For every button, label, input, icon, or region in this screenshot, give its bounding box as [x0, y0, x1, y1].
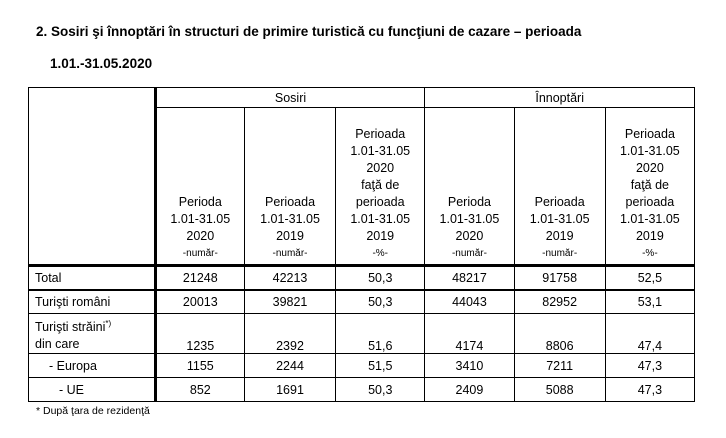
cell: 8806 [514, 314, 605, 354]
cell: 47,3 [605, 354, 694, 378]
title-line-2: 1.01.-31.05.2020 [50, 56, 153, 71]
row-label: - UE [29, 378, 156, 402]
cell: 20013 [155, 290, 244, 314]
cell: 53,1 [605, 290, 694, 314]
group-sosiri: Sosiri [155, 88, 425, 108]
cell: 3410 [425, 354, 514, 378]
cell: 2409 [425, 378, 514, 402]
col-header: Perioada 1.01-31.05 2020 faţă de perioada 1.01-31.05 2019 -%- [336, 108, 425, 266]
table-row [29, 266, 695, 290]
cell: 51,5 [336, 354, 425, 378]
title-line-1: 2. Sosiri şi înnoptări în structuri de primire turistică cu funcţiuni de cazare – perioada [36, 24, 582, 39]
col-header: Perioda 1.01-31.05 2020 -număr- [425, 108, 514, 266]
row-label: Total [29, 266, 156, 290]
cell: 5088 [514, 378, 605, 402]
statistics-table [28, 87, 695, 402]
cell: 1155 [155, 354, 244, 378]
cell: 39821 [244, 290, 335, 314]
cell: 47,3 [605, 378, 694, 402]
cell: 44043 [425, 290, 514, 314]
row-label: - Europa [29, 354, 156, 378]
group-innoptari: Înnoptări [425, 88, 695, 108]
cell: 42213 [244, 266, 335, 290]
col-header: Perioada 1.01-31.05 2019 -număr- [244, 108, 335, 266]
cell: 4174 [425, 314, 514, 354]
table-title [36, 22, 581, 74]
col-header: Perioada 1.01-31.05 2019 -număr- [514, 108, 605, 266]
cell: 852 [155, 378, 244, 402]
cell: 48217 [425, 266, 514, 290]
cell: 21248 [155, 266, 244, 290]
cell: 51,6 [336, 314, 425, 354]
cell: 91758 [514, 266, 605, 290]
cell: 82952 [514, 290, 605, 314]
corner-cell [29, 88, 156, 266]
footnote: * După ţara de rezidenţă [36, 405, 150, 417]
group-header-row [29, 88, 695, 108]
row-label: Turişti străini*) din care [29, 314, 156, 354]
cell: 2392 [244, 314, 335, 354]
cell: 2244 [244, 354, 335, 378]
table-row [29, 314, 695, 354]
cell: 1691 [244, 378, 335, 402]
cell: 7211 [514, 354, 605, 378]
cell: 50,3 [336, 290, 425, 314]
cell: 50,3 [336, 266, 425, 290]
table-row [29, 378, 695, 402]
row-label: Turişti români [29, 290, 156, 314]
cell: 50,3 [336, 378, 425, 402]
cell: 52,5 [605, 266, 694, 290]
table-row [29, 354, 695, 378]
cell: 47,4 [605, 314, 694, 354]
col-header: Perioada 1.01-31.05 2020 faţă de perioada 1.01-31.05 2019 -%- [605, 108, 694, 266]
cell: 1235 [155, 314, 244, 354]
table-row [29, 290, 695, 314]
col-header: Perioda 1.01-31.05 2020 -număr- [155, 108, 244, 266]
